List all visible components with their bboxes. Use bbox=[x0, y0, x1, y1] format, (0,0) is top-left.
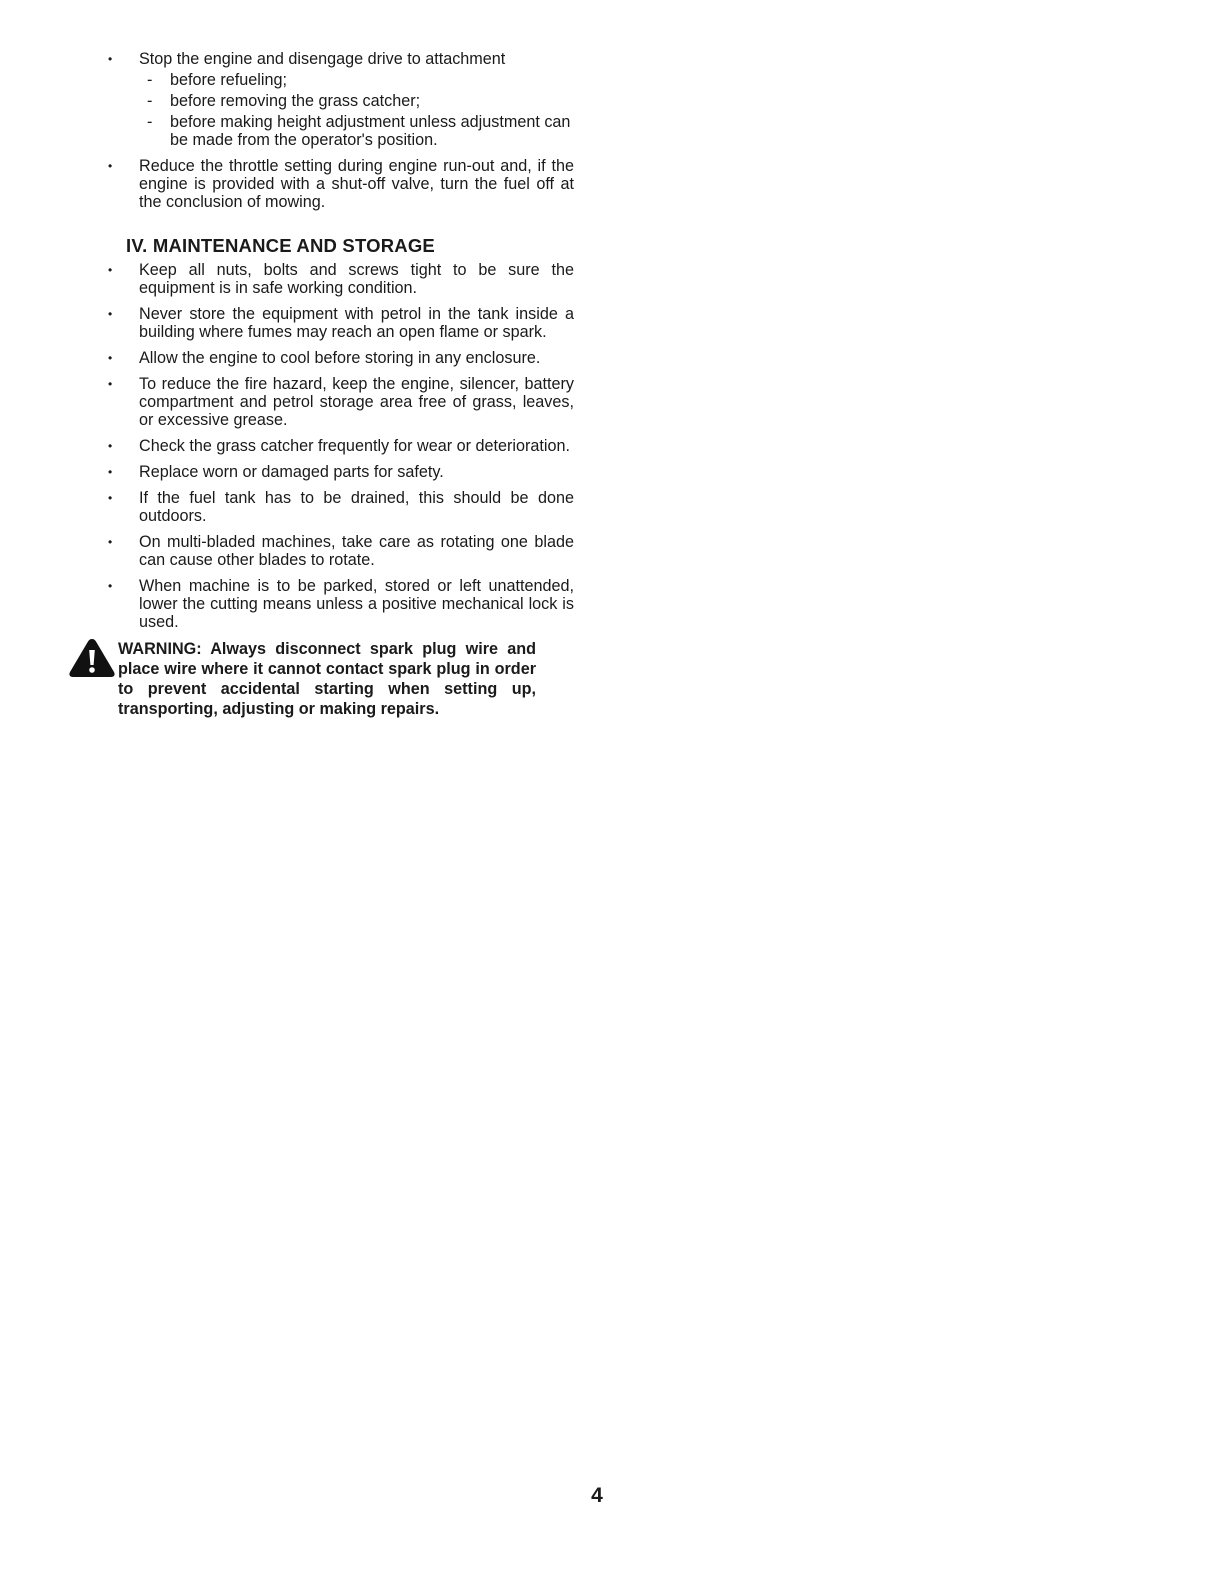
sub-item-height-adjustment: - before making height adjustment unless adjustment can be made from the operator's position. bbox=[139, 113, 574, 149]
warning-triangle-icon bbox=[68, 637, 116, 679]
stop-engine-sub-list bbox=[139, 71, 574, 149]
list-item: • When machine is to be parked, stored or left unattended, lower the cutting means unless a positive mechanical lock is used. bbox=[104, 577, 574, 631]
list-item: • Keep all nuts, bolts and screws tight to be sure the equipment is in safe working condition. bbox=[104, 261, 574, 297]
list-item: • On multi-bladed machines, take care as rotating one blade can cause other blades to rotate. bbox=[104, 533, 574, 569]
list-item: • Never store the equipment with petrol in the tank inside a building where fumes may reach an open flame or spark. bbox=[104, 305, 574, 341]
list-item: • If the fuel tank has to be drained, this should be done outdoors. bbox=[104, 489, 574, 525]
warning-text: WARNING: Always disconnect spark plug wire and place wire where it cannot contact spark plug in order to prevent accidental starting when setting up, transporting, adjusting or making repairs. bbox=[118, 640, 536, 718]
bullet-reduce-throttle bbox=[104, 157, 574, 211]
list-item: • Replace worn or damaged parts for safety. bbox=[104, 463, 574, 481]
warning-block bbox=[104, 639, 574, 719]
bullet-text: • Reduce the throttle setting during engine run-out and, if the engine is provided with a shut-off valve, turn the fuel off at the conclusion of mowing. bbox=[139, 157, 574, 211]
bullet-text: • Stop the engine and disengage drive to attachment bbox=[139, 50, 506, 68]
list-item: • To reduce the fire hazard, keep the engine, silencer, battery compartment and petrol storage area free of grass, leaves, or excessive grease. bbox=[104, 375, 574, 429]
sub-item-refueling: - before refueling; bbox=[139, 71, 574, 89]
list-item: • Allow the engine to cool before storing in any enclosure. bbox=[104, 349, 574, 367]
safety-instructions-column bbox=[104, 50, 574, 719]
sub-item-grass-catcher: - before removing the grass catcher; bbox=[139, 92, 574, 110]
list-item: • Check the grass catcher frequently for wear or deterioration. bbox=[104, 437, 574, 455]
section-heading: IV. MAINTENANCE AND STORAGE bbox=[126, 235, 435, 256]
page-number: 4 bbox=[591, 1484, 603, 1507]
bullet-stop-engine bbox=[104, 50, 574, 149]
intro-bullet-list bbox=[104, 50, 574, 211]
maintenance-bullet-list bbox=[104, 261, 574, 631]
